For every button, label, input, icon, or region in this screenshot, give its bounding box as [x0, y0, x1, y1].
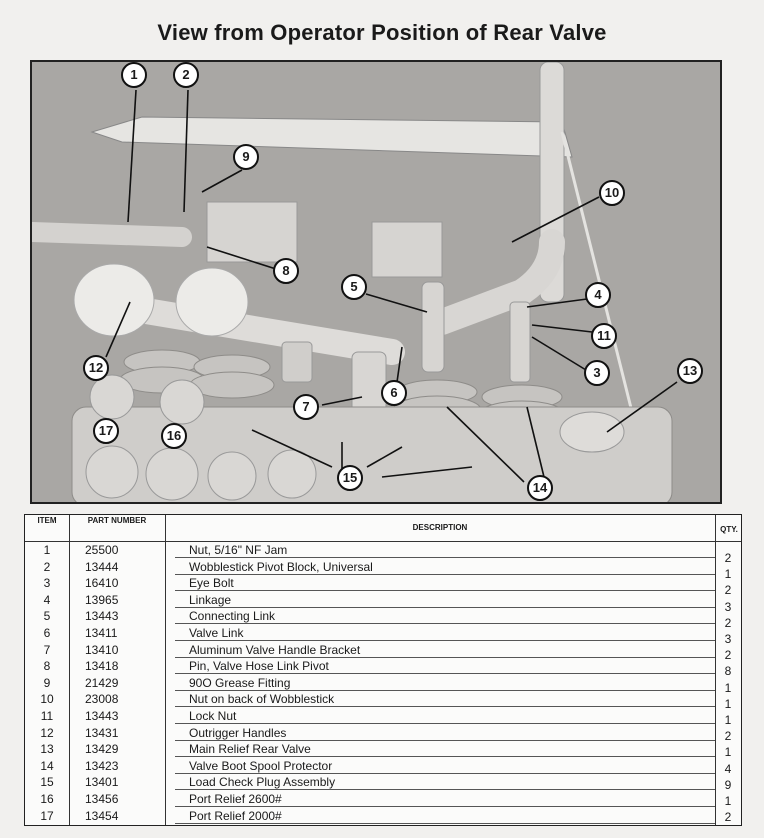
row-item: 4 [43, 592, 51, 607]
row-description: Port Relief 2000# [189, 808, 282, 823]
header-part-number: PART NUMBER [87, 516, 147, 525]
row-description: Nut, 5/16" NF Jam [189, 543, 288, 557]
page-title: View from Operator Position of Rear Valve [157, 20, 607, 45]
row-item: 10 [40, 692, 54, 707]
row-description: Pin, Valve Hose Link Pivot [189, 659, 329, 674]
row-description: Wobblestick Pivot Block, Universal [189, 559, 373, 574]
qty-cell: 1 [724, 713, 732, 727]
header-item: ITEM [37, 516, 57, 525]
qty-cell: 1 [724, 567, 732, 582]
row-item: 15 [40, 775, 54, 790]
row-description: Outrigger Handles [189, 725, 287, 740]
row-item: 1 [43, 543, 51, 557]
table-row [25, 759, 715, 774]
callout-2: 2 [173, 62, 199, 88]
table-row [25, 775, 715, 790]
qty-cell: 2 [724, 583, 732, 598]
qty-cell: 2 [724, 615, 732, 630]
table-row [25, 543, 715, 558]
header-qty: QTY. [720, 525, 738, 534]
row-item: 6 [43, 626, 51, 640]
callout-16: 16 [161, 423, 187, 449]
row-description: Connecting Link [189, 609, 276, 624]
callout-5: 5 [341, 274, 367, 300]
table-row [25, 659, 715, 674]
table-row [25, 593, 715, 608]
qty-cell: 3 [724, 632, 732, 646]
qty-cell: 2 [724, 551, 732, 565]
table-row [25, 692, 715, 707]
row-item: 16 [40, 792, 54, 806]
table-row [25, 742, 715, 757]
qty-cell: 2 [724, 729, 732, 744]
header-description: DESCRIPTION [412, 523, 468, 532]
callout-15: 15 [337, 465, 363, 491]
row-item: 11 [40, 709, 54, 723]
callout-9: 9 [233, 144, 259, 170]
qty-cell: 2 [724, 810, 732, 825]
row-part-number: 21429 [85, 675, 119, 690]
qty-cell: 9 [724, 777, 732, 792]
callout-12: 12 [83, 355, 109, 381]
row-description: Nut on back of Wobblestick [189, 692, 335, 707]
callout-7: 7 [293, 394, 319, 420]
qty-cell: 4 [724, 761, 732, 776]
table-row [25, 560, 715, 575]
row-part-number: 13429 [85, 742, 119, 757]
qty-cell: 1 [724, 745, 732, 760]
row-part-number: 13454 [85, 808, 119, 823]
row-part-number: 13423 [85, 758, 119, 773]
row-description: Load Check Plug Assembly [189, 775, 336, 790]
row-description: Port Relief 2600# [189, 792, 282, 806]
row-item: 12 [40, 725, 54, 740]
table-row [25, 626, 715, 641]
callout-11: 11 [591, 323, 617, 349]
callout-3: 3 [584, 360, 610, 386]
table-row [25, 609, 715, 624]
row-description: Eye Bolt [189, 576, 234, 591]
row-item: 8 [43, 659, 51, 674]
row-part-number: 13965 [85, 592, 119, 607]
row-part-number: 13431 [85, 725, 119, 740]
qty-cell: 1 [724, 794, 732, 808]
callout-6: 6 [381, 380, 407, 406]
table-row [25, 792, 715, 807]
valve-illustration [32, 62, 722, 504]
row-item: 5 [43, 609, 51, 624]
row-part-number: 23008 [85, 692, 119, 707]
callout-1: 1 [121, 62, 147, 88]
row-item: 17 [40, 808, 54, 823]
row-description: Lock Nut [189, 709, 237, 723]
row-item: 7 [43, 642, 51, 657]
table-row [25, 643, 715, 658]
row-part-number: 13410 [85, 642, 119, 657]
row-part-number: 13443 [85, 609, 119, 624]
row-part-number: 25500 [85, 543, 119, 557]
row-description: Aluminum Valve Handle Bracket [189, 642, 361, 657]
qty-cell: 2 [724, 648, 732, 663]
row-item: 13 [40, 742, 54, 757]
qty-cell: 1 [724, 680, 732, 695]
row-description: 90O Grease Fitting [189, 675, 291, 690]
row-part-number: 13444 [85, 559, 119, 574]
qty-cell: 8 [724, 664, 732, 679]
row-part-number: 13418 [85, 659, 119, 674]
callout-14: 14 [527, 475, 553, 501]
parts-table [24, 514, 742, 826]
row-part-number: 13411 [85, 626, 118, 640]
row-description: Valve Link [189, 626, 244, 640]
table-row [25, 809, 715, 824]
row-description: Linkage [189, 592, 232, 607]
row-part-number: 13401 [85, 775, 119, 790]
row-item: 9 [43, 675, 51, 690]
valve-photo [30, 60, 722, 504]
callout-4: 4 [585, 282, 611, 308]
row-part-number: 16410 [85, 576, 119, 591]
callout-17: 17 [93, 418, 119, 444]
table-row [25, 709, 715, 724]
callout-13: 13 [677, 358, 703, 384]
row-description: Main Relief Rear Valve [189, 742, 311, 757]
table-row [25, 576, 715, 591]
table-row [25, 676, 715, 691]
qty-cell: 3 [724, 599, 732, 614]
row-item: 2 [43, 559, 51, 574]
callout-10: 10 [599, 180, 625, 206]
row-part-number: 13456 [85, 792, 119, 806]
row-description: Valve Boot Spool Protector [189, 758, 333, 773]
table-row [25, 726, 715, 741]
row-item: 3 [43, 576, 51, 591]
row-item: 14 [40, 758, 54, 773]
row-part-number: 13443 [85, 709, 119, 723]
callout-8: 8 [273, 258, 299, 284]
qty-cell: 1 [724, 696, 732, 711]
